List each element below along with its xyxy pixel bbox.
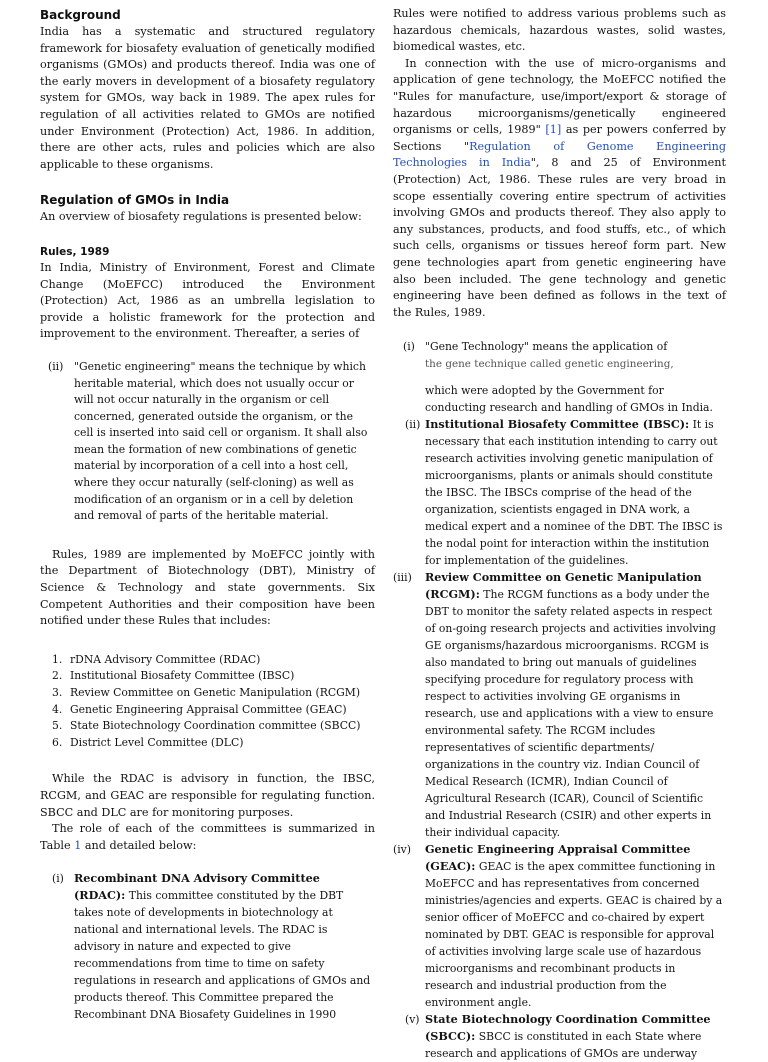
definition-genetic-engineering	[40, 359, 375, 525]
committee-item-rcgm	[393, 569, 726, 841]
committee-item-geac	[393, 841, 726, 1011]
definition-marker: (ii)	[48, 359, 64, 373]
list-number: 6.	[52, 735, 63, 749]
item-marker: (i)	[52, 872, 64, 886]
right-column	[393, 6, 726, 1062]
list-label: Institutional Biosafety Committee (IBSC)	[70, 669, 295, 683]
role-text-after: and detailed below:	[81, 838, 197, 852]
list-label: rDNA Advisory Committee (RDAC)	[70, 652, 261, 666]
item-text: It is necessary that each institution intending to carry out research activities involving genetic manipulation of microorganisms, plants or animals should constitute the IBSC. The IBSCs comprise of the head of the organization, scientists engaged in DNA work, a medical expert and a nominee of the DBT. The IBSC is the nodal point for interaction within the institution for implementation of the guidelines.	[425, 418, 723, 568]
list-item	[52, 735, 375, 752]
left-column	[40, 6, 375, 1023]
item-title: State Biotechnology Coordination Committee (SBCC):	[425, 1012, 711, 1044]
definition-gene-technology	[393, 339, 726, 372]
rules-notified-paragraph: Rules were notified to address various problems such as hazardous chemicals, hazardous wastes, solid wastes, biomedical wastes, etc.	[393, 7, 726, 54]
advisory-paragraph: While the RDAC is advisory in function, the IBSC, RCGM, and GEAC are responsible for regulating function. SBCC and DLC are for monitoring purposes.	[40, 772, 375, 819]
item-marker: (iv)	[393, 843, 411, 857]
connection-paragraph	[393, 56, 726, 322]
committee-item-sbcc	[393, 1011, 726, 1062]
list-number: 1.	[52, 652, 63, 666]
item-text: The RCGM functions as a body under the DBT to monitor the safety related aspects in respect of on-going research projects and activities involving GE organisms/hazardous microorganisms. RCGM is also mandated to bring out manuals of guidelines specifying procedure for regulatory process with respect to activities involving GE organisms in research, use and applications with a view to ensure environmental safety. The RCGM includes representatives of scientific departments/ organizations in the country viz. Indian Council of Medical Research (ICMR), Indian Council of Agricultural Research (ICAR), Council of Scientific and Industrial Research (CSIR) and other experts in their individual capacity.	[425, 588, 716, 840]
background-paragraph: India has a systematic and structured regulatory framework for biosafety evaluation of genetically modified organisms (GMOs) and products thereof. India was one of the early movers in development of a biosafety regulatory system for GMOs, way back in 1989. The apex rules for regulation of all activities related to GMOs are notified under Environment (Protection) Act, 1986. In addition, there are other acts, rules and policies which are also applicable to these organisms.	[40, 25, 375, 171]
list-item	[52, 685, 375, 702]
regulation-genome-link[interactable]: Regulation of Genome Engineering Technologies in India	[393, 139, 726, 170]
regulation-heading: Regulation of GMOs in India	[40, 193, 230, 208]
list-item	[52, 668, 375, 685]
rules-heading: Rules, 1989	[40, 245, 110, 258]
definition-text-continued: the gene technique called genetic engineering,	[425, 357, 674, 370]
item-title: Institutional Biosafety Committee (IBSC):	[425, 417, 690, 432]
item-marker: (ii)	[405, 418, 421, 432]
list-number: 2.	[52, 669, 63, 683]
item-text: SBCC is constituted in each State where research and applications of GMOs are underway	[425, 1030, 702, 1061]
list-item	[52, 718, 375, 735]
connection-text-c: ", 8 and 25 of Environment (Protection) Act, 1986. These rules are very broad in scope essentially covering entire spectrum of activities involving GMOs and products thereof. They also apply to any substances, products, and food stuffs, etc., of which such cells, organisms or tissues hereof form part. New gene technologies apart from genetic engineering have also been included. The gene technology and genetic engineering have been defined as follows in the text of the Rules, 1989.	[393, 156, 726, 319]
list-item	[52, 652, 375, 669]
list-label: State Biotechnology Coordination committee (SBCC)	[70, 719, 361, 733]
regulation-paragraph: An overview of biosafety regulations is presented below:	[40, 210, 362, 224]
definition-text: "Genetic engineering" means the technique by which heritable material, which does not usually occur or will not occur naturally in the organism or cell concerned, generated outside the organism, or the cell is inserted into said cell or organism. It shall also mean the formation of new combinations of genetic material by incorporation of a cell into a host cell, where they occur naturally (self-cloning) as well as modification of an organism or in a cell by deletion and removal of parts of the heritable material.	[74, 359, 368, 523]
role-paragraph	[40, 821, 375, 854]
item-marker: (iii)	[393, 571, 412, 585]
item-title: Genetic Engineering Appraisal Committee (GEAC):	[425, 842, 691, 874]
list-number: 3.	[52, 686, 63, 699]
item-marker: (v)	[405, 1013, 420, 1027]
list-label: District Level Committee (DLC)	[70, 735, 244, 749]
authorities-list	[52, 652, 375, 752]
definition-marker: (i)	[403, 340, 415, 354]
rules-paragraph: In India, Ministry of Environment, Forest and Climate Change (MoEFCC) introduced the Environment (Protection) Act, 1986 as an umbrella legislation to provide a holistic framework for the protection and improvement to the environment. Thereafter, a series of	[40, 260, 375, 341]
rdac-continuation: which were adopted by the Government for conducting research and handling of GMOs in India.	[425, 384, 713, 415]
connection-text-b: as per powers conferred by Sections "	[393, 123, 726, 153]
background-heading: Background	[40, 8, 121, 22]
committee-item-ibsc	[393, 416, 726, 569]
item-text: GEAC is the apex committee functioning in MoEFCC and has representatives from concerned ministries/agencies and experts. GEAC is chaired by a senior officer of MoEFCC and co-chaired by expert nominated by DBT. GEAC is responsible for approval of activities involving large scale use of hazardous microorganisms and recombinant products in research and industrial production from the environment angle.	[425, 860, 723, 1010]
connection-text-a: In connection with the use of micro-organisms and application of gene technology, the MoEFCC notified the "Rules for manufacture, use/import/export & storage of hazardous microorganisms/genetically engineered organisms or cells, 1989"	[393, 56, 726, 137]
item-title: Recombinant DNA Advisory Committee (RDAC):	[74, 871, 320, 903]
item-title: Review Committee on Genetic Manipulation (RCGM):	[425, 570, 702, 602]
committee-item-rdac	[40, 870, 375, 1023]
list-number: 5.	[52, 719, 63, 733]
citation-link[interactable]: [1]	[545, 123, 562, 137]
implemented-paragraph: Rules, 1989 are implemented by MoEFCC jointly with the Department of Biotechnology (DBT), Ministry of Science & Technology and state governments. Six Competent Authorities and their composition have been notified under these Rules that includes:	[40, 547, 375, 628]
list-label: Review Committee on Genetic Manipulation (RCGM)	[70, 686, 361, 699]
definition-text: "Gene Technology" means the application of	[425, 340, 668, 354]
table-reference-link[interactable]: 1	[74, 838, 82, 852]
list-number: 4.	[52, 702, 63, 716]
list-item	[52, 702, 375, 719]
role-text-before: The role of each of the committees is summarized in Table	[40, 822, 375, 852]
item-text: This committee constituted by the DBT takes note of developments in biotechnology at national and international levels. The RDAC is advisory in nature and expected to give recommendations from time to time on safety regulations in research and applications of GMOs and products thereof. This Committee prepared the Recombinant DNA Biosafety Guidelines in 1990	[74, 889, 371, 1022]
list-label: Genetic Engineering Appraisal Committee (GEAC)	[70, 702, 347, 716]
